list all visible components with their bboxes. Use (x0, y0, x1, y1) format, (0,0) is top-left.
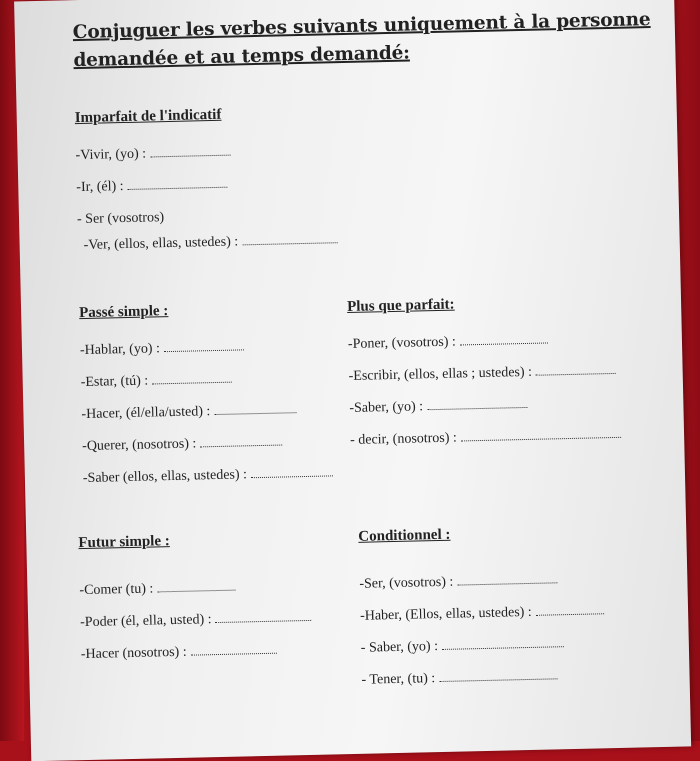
item-label: -Estar, (tú) : (80, 373, 149, 391)
item-label: -Hacer (nosotros) : (80, 644, 187, 663)
imparfait-item-2 (76, 177, 228, 196)
item-label: -Ver, (ellos, ellas, ustedes) : (83, 234, 239, 253)
title-line-2: demandée et au temps demandé: (73, 42, 411, 72)
answer-blank[interactable] (191, 652, 277, 656)
item-label: -Hablar, (yo) : (79, 341, 161, 359)
item-label: -Poner, (vosotros) : (347, 334, 457, 352)
passe-simple-item-3 (81, 402, 296, 423)
cond-item-4 (361, 668, 557, 688)
item-label: -Ir, (él) : (76, 179, 124, 196)
passe-simple-item-5 (83, 465, 333, 487)
item-label: - Ser (vosotros) (76, 210, 165, 228)
pqp-item-2 (349, 363, 617, 385)
pqp-item-1 (348, 332, 548, 353)
futur-item-3 (81, 643, 277, 663)
futur-item-1 (79, 580, 235, 600)
answer-blank[interactable] (251, 474, 333, 478)
answer-blank[interactable] (242, 241, 337, 245)
pqp-item-3 (349, 397, 527, 417)
item-label: -Saber, (yo) : (349, 399, 424, 416)
imparfait-item-4 (83, 232, 337, 254)
item-label: -Querer, (nosotros) : (82, 436, 197, 455)
answer-blank[interactable] (461, 436, 621, 442)
conditionnel-heading: Conditionnel : (358, 526, 451, 545)
item-label: -Escribir, (ellos, ellas ; ustedes) : (348, 364, 533, 384)
item-label: -Comer (tu) : (79, 581, 154, 599)
passe-simple-item-1 (80, 339, 244, 359)
imparfait-item-3 (77, 210, 164, 228)
answer-blank[interactable] (152, 381, 232, 385)
passe-simple-item-2 (81, 372, 233, 391)
passe-simple-item-4 (82, 435, 282, 456)
answer-blank[interactable] (439, 677, 557, 682)
answer-blank[interactable] (457, 581, 557, 585)
futur-item-2 (80, 610, 312, 631)
item-label: -Poder (él, ella, usted) : (80, 612, 212, 631)
imparfait-item-1 (75, 145, 230, 165)
worksheet-page (14, 0, 691, 761)
answer-blank[interactable] (128, 186, 228, 190)
cond-item-3 (361, 636, 565, 657)
answer-blank[interactable] (214, 411, 296, 415)
answer-blank[interactable] (460, 341, 548, 345)
plus-que-parfait-heading: Plus que parfait: (346, 296, 455, 316)
item-label: - Tener, (tu) : (361, 671, 436, 688)
item-label: - decir, (nosotros) : (349, 430, 458, 448)
answer-blank[interactable] (157, 589, 235, 593)
answer-blank[interactable] (150, 154, 230, 158)
item-label: -Ser, (vosotros) : (359, 574, 454, 592)
answer-blank[interactable] (536, 372, 616, 376)
answer-blank[interactable] (216, 619, 312, 623)
item-label: -Hacer, (él/ella/usted) : (81, 404, 211, 423)
answer-blank[interactable] (442, 645, 564, 650)
title-line-1: Conjuguer les verbes suivants uniquement à la personne (72, 9, 651, 44)
answer-blank[interactable] (536, 612, 604, 616)
item-label: - Saber, (yo) : (360, 639, 439, 656)
pqp-item-4 (350, 427, 621, 449)
answer-blank[interactable] (427, 406, 527, 410)
answer-blank[interactable] (164, 348, 244, 352)
imparfait-heading: Imparfait de l'indicatif (74, 106, 222, 127)
passe-simple-heading: Passé simple : (78, 303, 169, 322)
cond-item-1 (359, 572, 557, 592)
item-label: -Saber (ellos, ellas, ustedes) : (82, 467, 248, 487)
answer-blank[interactable] (200, 444, 282, 448)
item-label: -Haber, (Ellos, ellas, ustedes) : (359, 604, 532, 624)
item-label: -Vivir, (yo) : (75, 146, 147, 164)
futur-simple-heading: Futur simple : (78, 533, 170, 552)
cond-item-2 (360, 603, 604, 625)
